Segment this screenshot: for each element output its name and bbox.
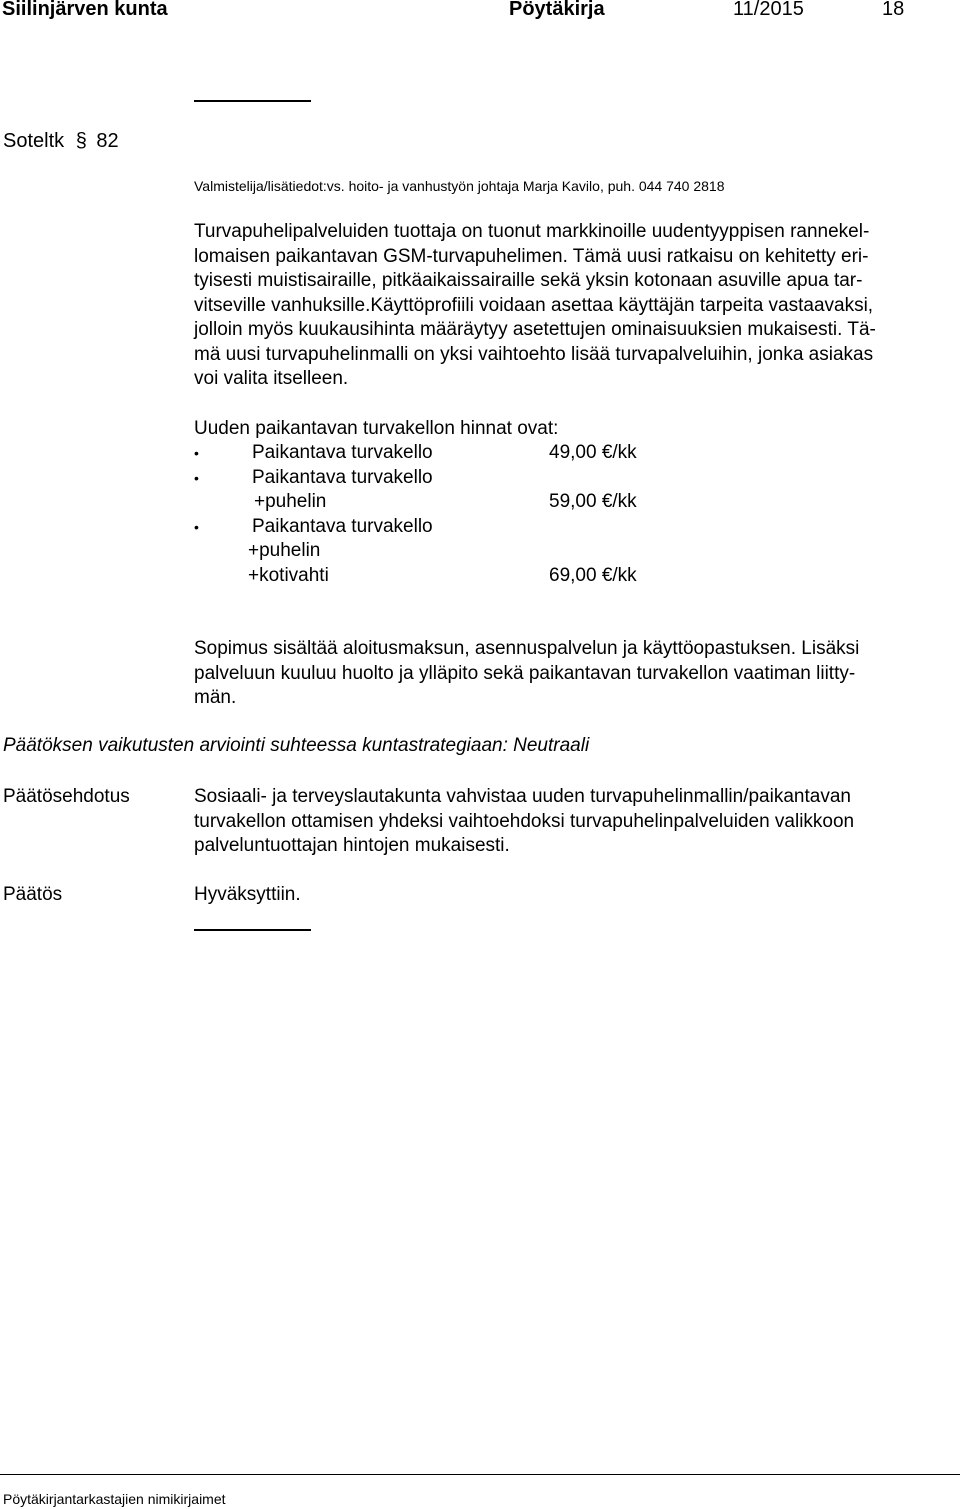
proposal-line: turvakellon ottamisen yhdeksi vaihtoehdoksi turvapuhelinpalveluiden valikkoon — [194, 810, 855, 832]
proposal-text — [194, 785, 958, 859]
contract-line: palveluun kuuluu huolto ja ylläpito sekä paikantavan turvakellon vaatiman liitty- — [194, 662, 856, 684]
price-item-extra: +puhelin — [248, 540, 321, 561]
price-item-name: Paikantava turvakello — [252, 516, 433, 537]
page-number: 18 — [882, 0, 905, 20]
price-item-extra: +kotivahti — [248, 565, 329, 586]
top-divider — [194, 100, 311, 102]
intro-line: mä uusi turvapuhelinmalli on yksi vaihtoehto lisää turvapalveluihin, jonka asiakas — [194, 343, 874, 365]
section-heading — [3, 130, 119, 153]
impact-assessment: Päätöksen vaikutusten arviointi suhteessa kuntastrategiaan: Neutraali — [3, 735, 590, 756]
document-type: Pöytäkirja — [509, 0, 605, 20]
decision-text: Hyväksyttiin. — [194, 884, 301, 905]
section-number: 82 — [96, 130, 119, 152]
contract-paragraph — [194, 637, 958, 711]
price-item-price: 69,00 €/kk — [549, 565, 637, 586]
contract-line: män. — [194, 687, 237, 708]
price-item-name: Paikantava turvakello — [252, 467, 433, 488]
intro-line: voi valita itselleen. — [194, 368, 349, 389]
prices-heading: Uuden paikantavan turvakellon hinnat ovat: — [194, 418, 559, 439]
proposal-line: Sosiaali- ja terveyslautakunta vahvistaa uuden turvapuhelinmallin/paikantavan — [194, 786, 851, 807]
bullet-icon: • — [194, 519, 199, 535]
price-item-price: 59,00 €/kk — [549, 491, 637, 512]
section-label: Soteltk — [3, 130, 65, 152]
organization-name: Siilinjärven kunta — [2, 0, 168, 20]
footer-divider — [0, 1474, 960, 1475]
intro-line: vitseville vanhuksille.Käyttöprofiili voidaan asettaa käyttäjän tarpeita vastaavaksi, — [194, 294, 874, 316]
decision-label: Päätös — [3, 884, 63, 905]
intro-paragraph — [194, 220, 958, 392]
price-item-price: 49,00 €/kk — [549, 442, 637, 463]
intro-line: Turvapuhelipalveluiden tuottaja on tuonut markkinoille uudentyyppisen rannekel- — [194, 221, 870, 242]
proposal-label: Päätösehdotus — [3, 786, 130, 807]
intro-line: lomaisen paikantavan GSM-turvapuhelimen. Tämä uusi ratkaisu on kehitetty eri- — [194, 245, 869, 267]
proposal-line: palveluntuottajan hintojen mukaisesti. — [194, 835, 510, 856]
bottom-divider — [194, 929, 311, 931]
intro-line: jolloin myös kuukausihinta määräytyy asetettujen ominaisuuksien mukaisesti. Tä- — [194, 319, 876, 340]
price-item-name: Paikantava turvakello — [252, 442, 433, 463]
section-symbol: § — [75, 130, 87, 152]
footer-signatures-label: Pöytäkirjantarkastajien nimikirjaimet — [3, 1491, 226, 1507]
preparer-info: Valmistelija/lisätiedot:vs. hoito- ja vanhustyön johtaja Marja Kavilo, puh. 044 740 2818 — [194, 178, 725, 194]
intro-line: tyisesti muistisairaille, pitkäaikaissairaille sekä yksin kotonaan asuville apua tar- — [194, 270, 863, 291]
issue-number: 11/2015 — [733, 0, 804, 20]
contract-line: Sopimus sisältää aloitusmaksun, asennuspalvelun ja käyttöopastuksen. Lisäksi — [194, 638, 860, 659]
bullet-icon: • — [194, 445, 199, 461]
bullet-icon: • — [194, 470, 199, 486]
price-item-extra: +puhelin — [254, 491, 327, 512]
